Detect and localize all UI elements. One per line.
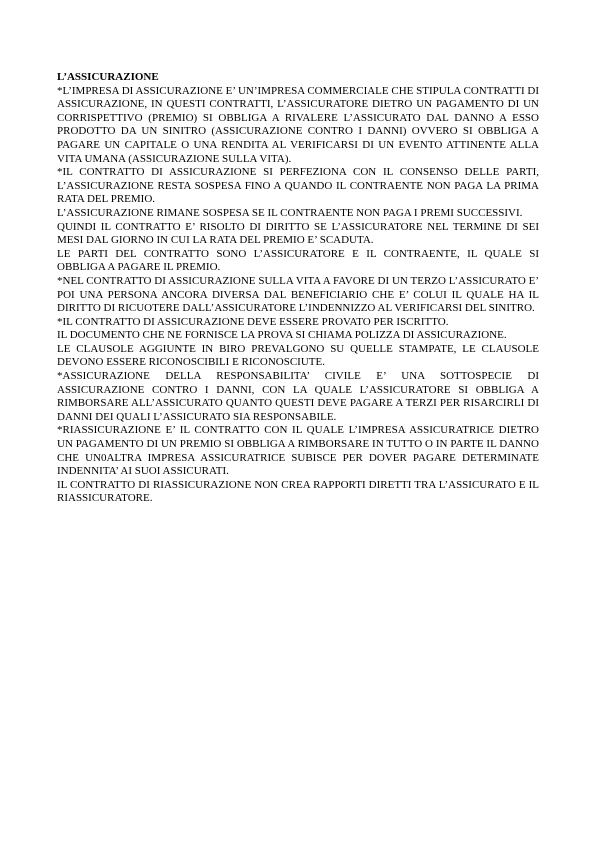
paragraph-impresa-assicurazione: *L’IMPRESA DI ASSICURAZIONE E’ UN’IMPRESA COMMERCIALE CHE STIPULA CONTRATTI DI ASSICURAZIONE, IN QUESTI CONTRATTI, L’ASSICURATORE DIETRO UN PAGAMENTO DI UN CORRISPETTIVO (PREMIO) SI OBBLIGA A RIVALERE L’ASSICURATO DAL DANNO A ESSO PRODOTTO DA UN SINITRO (ASSICURAZIONE CONTRO I DANNI) OVVERO SI OBBLIGA A PAGARE UN CAPITALE O UNA RENDITA AL VERIFICARSI DI UN EVENTO ATTINENTE ALLA VITA UMANA (ASSICURAZIONE SULLA VITA).: [57, 84, 539, 165]
paragraph-risoluzione-contratto: QUINDI IL CONTRATTO E’ RISOLTO DI DIRITTO SE L’ASSICURATORE NEL TERMINE DI SEI MESI DAL GIORNO IN CUI LA RATA DEL PREMIO E’ SCADUTA.: [57, 220, 539, 247]
paragraph-clausole: LE CLAUSOLE AGGIUNTE IN BIRO PREVALGONO SU QUELLE STAMPATE, LE CLAUSOLE DEVONO ESSERE RICONOSCIBILI E RICONOSCIUTE.: [57, 342, 539, 369]
paragraph-riassicurazione: *RIASSICURAZIONE E’ IL CONTRATTO CON IL QUALE L’IMPRESA ASSICURATRICE DIETRO UN PAGAMENTO DI UN PREMIO SI OBBLIGA A RIMBORSARE IN TUTTO O IN PARTE IL DANNO CHE UN0ALTRA IMPRESA ASSICURATRICE SUBISCE PER DOVER PAGARE DETERMINATE INDENNITA’ AI SUOI ASSICURATI.: [57, 424, 539, 478]
paragraph-rapporti-riassicurazione: IL CONTRATTO DI RIASSICURAZIONE NON CREA RAPPORTI DIRETTI TRA L’ASSICURATO E IL RIASSICURATORE.: [57, 478, 539, 505]
paragraph-polizza: IL DOCUMENTO CHE NE FORNISCE LA PROVA SI CHIAMA POLIZZA DI ASSICURAZIONE.: [57, 329, 507, 342]
paragraph-sospensione-premi: L’ASSICURAZIONE RIMANE SOSPESA SE IL CONTRAENTE NON PAGA I PREMI SUCCESSIVI.: [57, 206, 523, 219]
paragraph-prova-scritta: *IL CONTRATTO DI ASSICURAZIONE DEVE ESSERE PROVATO PER ISCRITTO.: [57, 315, 449, 328]
paragraph-perfezionamento-contratto: *IL CONTRATTO DI ASSICURAZIONE SI PERFEZIONA CON IL CONSENSO DELLE PARTI, L’ASSICURAZIONE RESTA SOSPESA FINO A QUANDO IL CONTRAENTE NON PAGA LA PRIMA RATA DEL PREMIO.: [57, 166, 539, 206]
paragraph-assicurazione-vita-terzo: *NEL CONTRATTO DI ASSICURAZIONE SULLA VITA A FAVORE DI UN TERZO L’ASSICURATO E’ POI UNA PERSONA ANCORA DIVERSA DAL BENEFICIARIO CHE E’ COLUI IL QUALE HA IL DIRITTO DI RICUOTERE DALL’ASSICURATORE L’INDENNIZZO AL VERIFICARSI DEL SINITRO.: [57, 274, 539, 315]
document-page: [57, 71, 539, 506]
document-title: L’ASSICURAZIONE: [57, 71, 159, 83]
paragraph-parti-contratto: LE PARTI DEL CONTRATTO SONO L’ASSICURATORE E IL CONTRAENTE, IL QUALE SI OBBLIGA A PAGARE IL PREMIO.: [57, 247, 539, 274]
paragraph-responsabilita-civile: *ASSICURAZIONE DELLA RESPONSABILITA’ CIVILE E’ UNA SOTTOSPECIE DI ASSICURAZIONE CONTRO I DANNI, CON LA QUALE L’ASSICURATORE SI OBBLIGA A RIMBORSARE ALL’ASSICURATO QUANTO QUESTI DEVE PAGARE A TERZI PER RISARCIRLI DI DANNI DEI QUALI L’ASSICURATO SIA RESPONSABILE.: [57, 370, 539, 423]
